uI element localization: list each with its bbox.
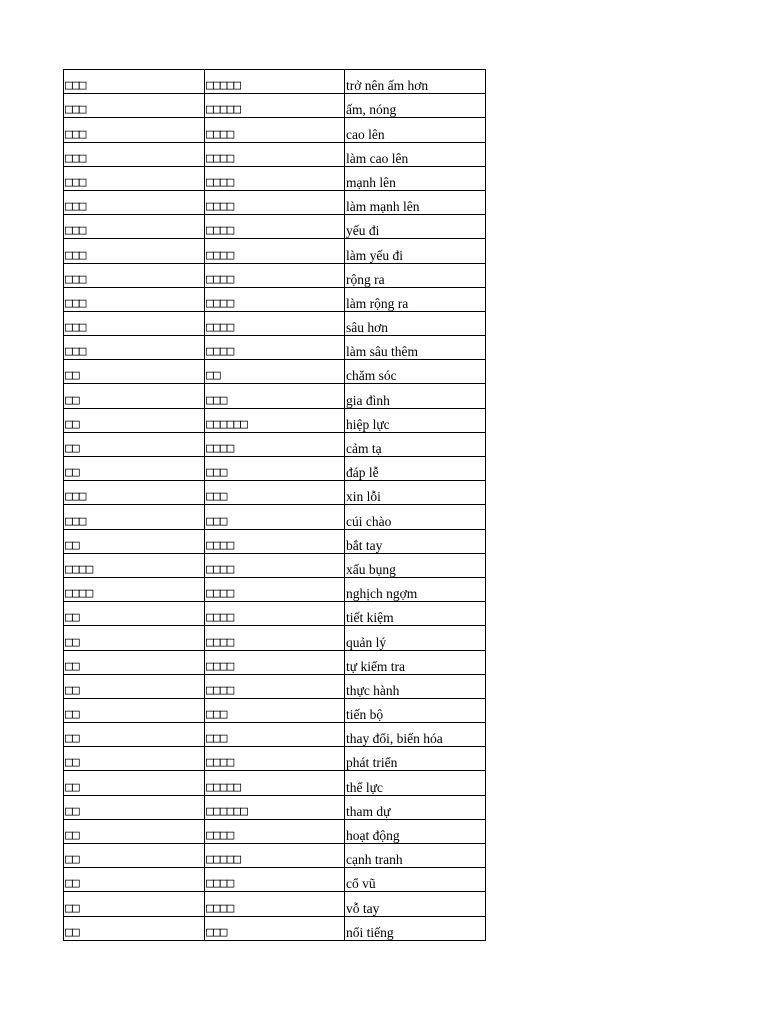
kanji-cell: □□ [64,457,205,481]
kanji-cell: □□□□ [64,577,205,601]
kanji-cell: □□□ [64,311,205,335]
reading-cell: □□□□□ [205,70,345,94]
meaning-cell: gia đình [345,384,486,408]
kanji-cell: □□ [64,650,205,674]
kanji-cell: □□□ [64,239,205,263]
kanji-cell: □□□ [64,336,205,360]
meaning-cell: rộng ra [345,263,486,287]
kanji-cell: □□ [64,916,205,940]
kanji-cell: □□□ [64,215,205,239]
meaning-cell: cạnh tranh [345,844,486,868]
meaning-cell: tham dự [345,795,486,819]
meaning-cell: tiết kiệm [345,602,486,626]
meaning-cell: thể lực [345,771,486,795]
table-row [64,142,486,166]
meaning-cell: tiến bộ [345,698,486,722]
table-row [64,481,486,505]
meaning-cell: xấu bụng [345,553,486,577]
meaning-cell: nổi tiếng [345,916,486,940]
reading-cell: □□□□ [205,650,345,674]
kanji-cell: □□ [64,674,205,698]
kanji-cell: □□ [64,384,205,408]
reading-cell: □□□ [205,698,345,722]
reading-cell: □□□□□ [205,771,345,795]
kanji-cell: □□□ [64,505,205,529]
meaning-cell: vỗ tay [345,892,486,916]
reading-cell: □□□□ [205,215,345,239]
meaning-cell: quản lý [345,626,486,650]
reading-cell: □□□□ [205,287,345,311]
kanji-cell: □□□ [64,287,205,311]
meaning-cell: tự kiểm tra [345,650,486,674]
kanji-cell: □□ [64,892,205,916]
kanji-cell: □□ [64,602,205,626]
reading-cell: □□□□ [205,602,345,626]
reading-cell: □□□ [205,481,345,505]
reading-cell: □□□□ [205,868,345,892]
table-row [64,602,486,626]
reading-cell: □□□ [205,916,345,940]
table-row [64,868,486,892]
table-row [64,239,486,263]
table-row [64,650,486,674]
table-row [64,819,486,843]
table-row [64,287,486,311]
reading-cell: □□□□□□ [205,408,345,432]
meaning-cell: mạnh lên [345,166,486,190]
table-row [64,166,486,190]
table-row [64,916,486,940]
table-row [64,263,486,287]
table-row [64,70,486,94]
reading-cell: □□□□ [205,336,345,360]
reading-cell: □□□□ [205,142,345,166]
meaning-cell: phát triển [345,747,486,771]
meaning-cell: xin lỗi [345,481,486,505]
vocabulary-table [63,69,486,941]
kanji-cell: □□□□ [64,553,205,577]
reading-cell: □□□□□□ [205,795,345,819]
meaning-cell: đáp lễ [345,457,486,481]
meaning-cell: ấm, nóng [345,94,486,118]
table-row [64,94,486,118]
table-row [64,674,486,698]
meaning-cell: cao lên [345,118,486,142]
meaning-cell: cổ vũ [345,868,486,892]
reading-cell: □□□□□ [205,94,345,118]
reading-cell: □□□□ [205,674,345,698]
meaning-cell: cảm tạ [345,432,486,456]
reading-cell: □□□□ [205,239,345,263]
meaning-cell: làm sâu thêm [345,336,486,360]
reading-cell: □□□ [205,505,345,529]
reading-cell: □□□□□ [205,844,345,868]
reading-cell: □□□□ [205,819,345,843]
kanji-cell: □□ [64,626,205,650]
reading-cell: □□□ [205,723,345,747]
kanji-cell: □□ [64,771,205,795]
kanji-cell: □□ [64,360,205,384]
kanji-cell: □□□ [64,94,205,118]
kanji-cell: □□ [64,868,205,892]
kanji-cell: □□□ [64,142,205,166]
reading-cell: □□□□ [205,626,345,650]
vocabulary-table-body [64,70,486,941]
kanji-cell: □□□ [64,70,205,94]
table-row [64,408,486,432]
kanji-cell: □□ [64,723,205,747]
table-row [64,698,486,722]
table-row [64,190,486,214]
table-row [64,432,486,456]
table-row [64,626,486,650]
kanji-cell: □□□ [64,481,205,505]
kanji-cell: □□ [64,432,205,456]
meaning-cell: làm yếu đi [345,239,486,263]
reading-cell: □□□□ [205,529,345,553]
reading-cell: □□□□ [205,263,345,287]
meaning-cell: bắt tay [345,529,486,553]
meaning-cell: làm mạnh lên [345,190,486,214]
meaning-cell: hiệp lực [345,408,486,432]
meaning-cell: cúi chào [345,505,486,529]
kanji-cell: □□□ [64,118,205,142]
kanji-cell: □□ [64,844,205,868]
table-row [64,747,486,771]
table-row [64,384,486,408]
reading-cell: □□□□ [205,166,345,190]
kanji-cell: □□ [64,795,205,819]
table-row [64,553,486,577]
reading-cell: □□□□ [205,892,345,916]
meaning-cell: thực hành [345,674,486,698]
table-row [64,844,486,868]
table-row [64,795,486,819]
meaning-cell: làm cao lên [345,142,486,166]
reading-cell: □□□□ [205,311,345,335]
meaning-cell: trở nên ấm hơn [345,70,486,94]
kanji-cell: □□ [64,698,205,722]
table-row [64,360,486,384]
meaning-cell: yếu đi [345,215,486,239]
meaning-cell: hoạt động [345,819,486,843]
reading-cell: □□□□ [205,118,345,142]
table-row [64,118,486,142]
reading-cell: □□ [205,360,345,384]
reading-cell: □□□ [205,384,345,408]
meaning-cell: nghịch ngợm [345,577,486,601]
meaning-cell: sâu hơn [345,311,486,335]
table-row [64,457,486,481]
meaning-cell: chăm sóc [345,360,486,384]
reading-cell: □□□□ [205,553,345,577]
kanji-cell: □□□ [64,166,205,190]
reading-cell: □□□□ [205,747,345,771]
meaning-cell: làm rộng ra [345,287,486,311]
kanji-cell: □□□ [64,263,205,287]
kanji-cell: □□ [64,819,205,843]
reading-cell: □□□□ [205,577,345,601]
reading-cell: □□□□ [205,190,345,214]
kanji-cell: □□ [64,408,205,432]
table-row [64,505,486,529]
meaning-cell: thay đổi, biến hóa [345,723,486,747]
table-row [64,529,486,553]
kanji-cell: □□ [64,747,205,771]
kanji-cell: □□ [64,529,205,553]
reading-cell: □□□□ [205,432,345,456]
table-row [64,771,486,795]
table-row [64,723,486,747]
table-row [64,577,486,601]
reading-cell: □□□ [205,457,345,481]
table-row [64,336,486,360]
table-row [64,892,486,916]
kanji-cell: □□□ [64,190,205,214]
table-row [64,311,486,335]
table-row [64,215,486,239]
